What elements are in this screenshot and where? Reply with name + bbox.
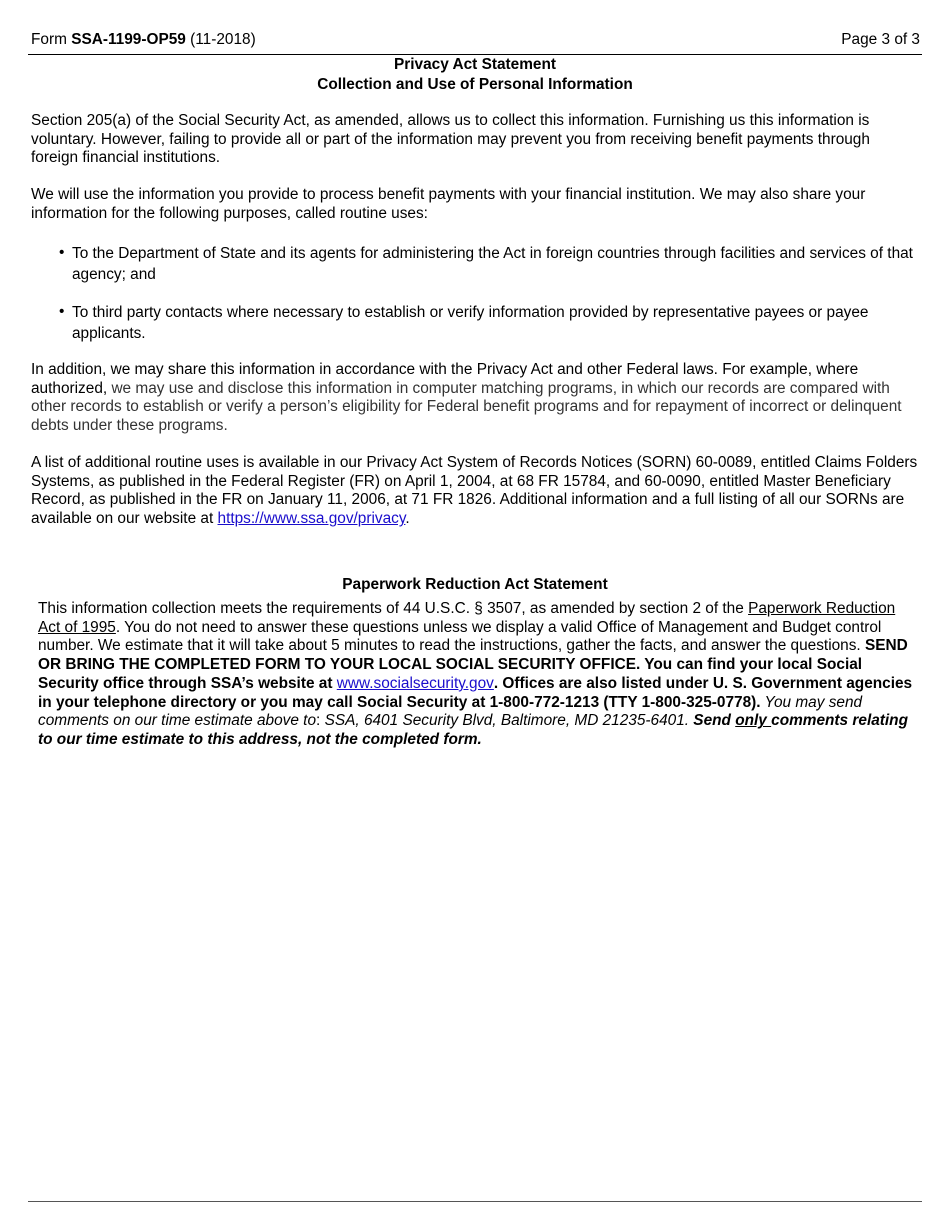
privacy-paragraph-routine-uses: We will use the information you provide to process benefit payments with your financial institution. We may also share your information for the following purposes, called routine uses: bbox=[31, 186, 866, 222]
footer-rule bbox=[28, 1201, 922, 1202]
bullet-text-third-party: To third party contacts where necessary to establish or verify information provided by representative payees or payee applicants. bbox=[72, 304, 869, 342]
privacy-link[interactable]: https://www.ssa.gov/privacy bbox=[217, 510, 406, 528]
list-item bbox=[59, 303, 919, 344]
ssa-mailing-address: SSA, 6401 Security Blvd, Baltimore, MD 21235-6401. bbox=[324, 712, 690, 730]
bullet-icon: • bbox=[59, 303, 65, 320]
header-rule bbox=[28, 54, 922, 55]
paperwork-paragraph: This information collection meets the requirements of 44 U.S.C. § 3507, as amended by section 2 of the Paperwork Reduction Act of 1995. You do not need to answer these questions unless we display a valid Office of Management and Budget control number. We estimate that it will take about 5 minutes to read the instructions, gather the facts, and answer the questions. SEND OR BRING THE COMPLETED FORM TO YOUR LOCAL SOCIAL SECURITY OFFICE. You can find your local Social Security office through SSA’s website at www.socialsecurity.gov. Offices are also listed under U. S. Government agencies in your telephone directory or you may call Social Security at 1-800-772-1213 (TTY 1-800-325-0778). You may send comments on our time estimate above to: SSA, 6401 Security Blvd, Baltimore, MD 21235-6401. Send only comments relating to our time estimate to this address, not the completed form. bbox=[38, 600, 913, 748]
form-date: (11-2018) bbox=[185, 31, 256, 48]
bullet-icon: • bbox=[59, 244, 65, 261]
bullet-text-state-department: To the Department of State and its agents for administering the Act in foreign countries through facilities and services of that agency; and bbox=[72, 245, 913, 283]
form-id: Form SSA-1199-OP59 (11-2018) bbox=[31, 31, 256, 48]
paperwork-act-title: Paperwork Reduction Act Statement bbox=[342, 576, 608, 593]
privacy-act-title: Privacy Act Statement bbox=[394, 56, 556, 73]
privacy-paragraph-authority: Section 205(a) of the Social Security Act, as amended, allows us to collect this information. Furnishing us this information is voluntary. However, failing to provide all or part of the information may prevent you from receiving benefit payments through foreign financial institutions. bbox=[31, 112, 870, 167]
page-number: Page 3 of 3 bbox=[841, 31, 920, 48]
privacy-act-subtitle: Collection and Use of Personal Information bbox=[317, 76, 633, 93]
pra-1995-reference: Paperwork Reduction Act of 1995 bbox=[38, 600, 896, 636]
privacy-paragraph-disclosure: In addition, we may share this information in accordance with the Privacy Act and other Federal laws. For example, where authorized, we may use and disclose this information in computer matching programs, in which our records are compared with other records to establish or verify a person’s eligibility for Federal benefit programs and for repayment of incorrect or delinquent debts under these programs. bbox=[31, 361, 902, 435]
form-number: SSA-1199-OP59 bbox=[71, 31, 186, 48]
socialsecurity-website-link[interactable]: www.socialsecurity.gov bbox=[336, 674, 494, 692]
privacy-paragraph-sorn: A list of additional routine uses is available in our Privacy Act System of Records Notices (SORN) 60-0089, entitled Claims Folders Systems, as published in the Federal Register (FR) on April 1, 2004, at 68 FR 15784, and 60-0090, entitled Master Beneficiary Record, as published in the FR on January 11, 2006, at 71 FR 1826. Additional information and a full listing of all our SORNs are available on our website at https://www.ssa.gov/privacy. bbox=[31, 454, 918, 528]
list-item bbox=[59, 244, 919, 285]
page-header bbox=[31, 31, 920, 51]
